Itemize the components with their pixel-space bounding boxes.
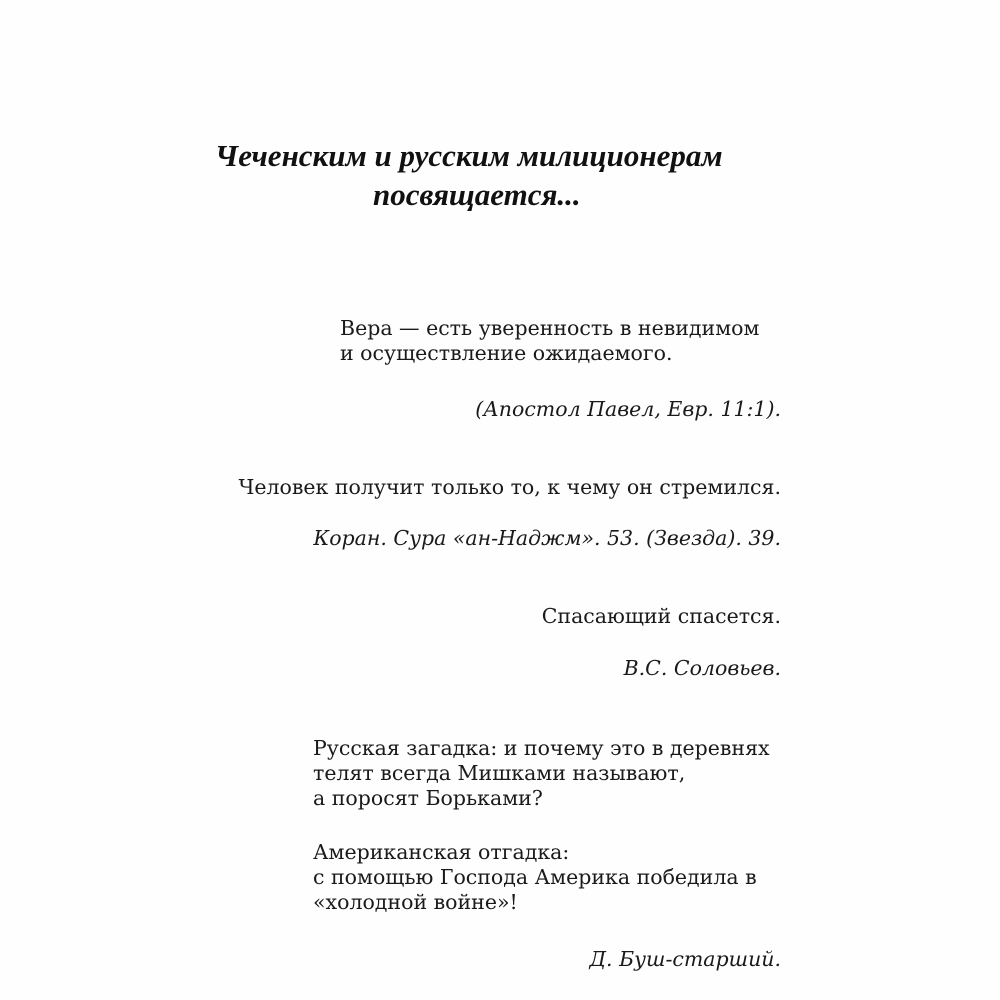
epigraph-3-attribution: В.С. Соловьев. [623,656,781,680]
epigraph-4-line-2: телят всегда Мишками называют, [313,761,686,785]
epigraph-4-riddle [313,736,770,811]
epigraph-4-line-1: Русская загадка: и почему это в деревнях [313,736,770,760]
epigraph-1-quote [340,316,759,366]
epigraph-4-attribution: Д. Буш-старший. [589,947,781,971]
dedication [215,136,795,214]
dedication-line-1: Чеченским и русским милиционерам [215,138,723,173]
epigraph-4-answer-line-2: с помощью Господа Америка победила в [313,865,757,889]
epigraph-1-line-1: Вера — есть уверенность в невидимом [340,316,760,340]
epigraph-1-line-2: и осуществление ожидаемого. [340,341,673,365]
epigraph-2-attribution: Коран. Сура «ан-Наджм». 53. (Звезда). 39. [313,526,781,550]
epigraph-4-answer-line-1: Американская отгадка: [313,840,570,864]
epigraph-4-answer [313,840,757,915]
epigraph-4-answer-line-3: «холодной войне»! [313,890,518,914]
epigraph-2-line-1: Человек получит только то, к чему он стремился. [238,475,781,499]
epigraph-3-quote [542,604,781,629]
dedication-line-2: посвящается... [373,177,581,212]
epigraph-4-line-3: а поросят Борьками? [313,786,543,810]
epigraph-3-line-1: Спасающий спасется. [541,604,781,628]
epigraph-2-quote [239,475,781,500]
epigraph-1-attribution: (Апостол Павел, Евр. 11:1). [475,397,781,421]
